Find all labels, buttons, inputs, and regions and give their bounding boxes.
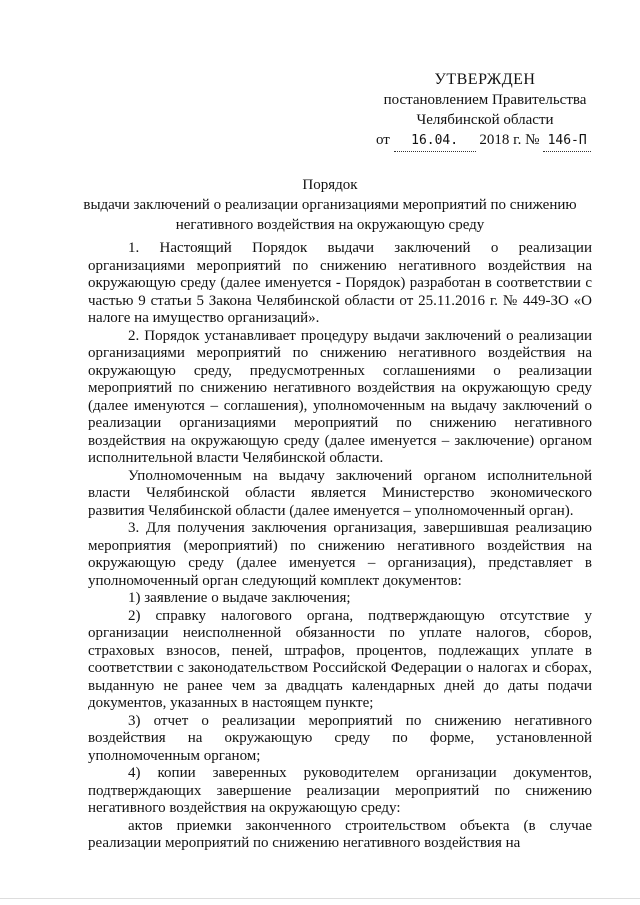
title-subtitle: выдачи заключений о реализации организациями мероприятий по снижению негативного воздействия на окружающую среду <box>83 197 577 233</box>
approval-block <box>360 70 610 152</box>
document-title <box>60 175 600 235</box>
approval-heading: УТВЕРЖДЕН <box>434 71 536 88</box>
approval-number: 146-П <box>543 131 591 152</box>
year-label: 2018 г. № <box>479 132 540 148</box>
paragraph-3: Уполномоченным на выдачу заключений органом исполнительной власти Челябинской области является Министерство экономического развития Челябинской области (далее именуется – уполномоченный орган). <box>88 467 592 519</box>
paragraph-1: 1. Настоящий Порядок выдачи заключений о реализации организациями мероприятий по снижению негативного воздействия на окружающую среду (далее именуется - Порядок) разработан в соответствии с частью 9 статьи 5 Закона Челябинской области от 25.11.2016 г. № 449-ЗО «О налоге на имущество организаций». <box>88 240 592 326</box>
page-bottom-edge <box>0 898 640 899</box>
approval-line-1: постановлением Правительства <box>383 92 587 108</box>
list-item-1: 1) заявление о выдаче заключения; <box>128 590 351 606</box>
paragraph-acts: актов приемки законченного строительством объекта (в случае реализации мероприятий по снижению негативного воздействия на <box>88 817 592 851</box>
title-heading: Порядок <box>302 177 358 193</box>
approval-line-2: Челябинской области <box>416 112 554 128</box>
paragraph-2: 2. Порядок устанавливает процедуру выдачи заключений о реализации организациями мероприятий по снижению негативного воздействия на окружающую среду, предусмотренных соглашениями о реализации мероприятий по снижению негативного воздействия на окружающую среду (далее именуются – соглашения), уполномоченным на выдачу заключений о реализации организациями мероприятий по снижению негативного воздействия на окружающую среду (далее именуется – заключение) органом исполнительной власти Челябинской области. <box>88 327 592 466</box>
paragraph-4: 3. Для получения заключения организация, завершившая реализацию мероприятия (мероприятий) по снижению негативного воздействия на окружающую среду (далее именуется – организация), представляет в уполномоченный орган следующий комплект документов: <box>88 520 592 589</box>
from-label: от <box>376 132 390 148</box>
document-body <box>88 240 592 853</box>
approval-date: 16.04. <box>394 131 476 152</box>
list-item-4: 4) копии заверенных руководителем организации документов, подтверждающих завершение реализации мероприятий по снижению негативного воздействия на окружающую среду: <box>88 765 592 816</box>
list-item-2: 2) справку налогового органа, подтверждающую отсутствие у организации неисполненной обязанности по уплате налогов, сборов, страховых взносов, пеней, штрафов, процентов, подлежащих уплате в соответствии с законодательством Российской Федерации о налогах и сборах, выданную не ранее чем за двадцать календарных дней до даты подачи документов, указанных в настоящем пункте; <box>88 607 592 711</box>
approval-date-line <box>360 130 610 152</box>
list-item-3: 3) отчет о реализации мероприятий по снижению негативного воздействия на окружающую среду по форме, установленной уполномоченным органом; <box>88 712 592 764</box>
